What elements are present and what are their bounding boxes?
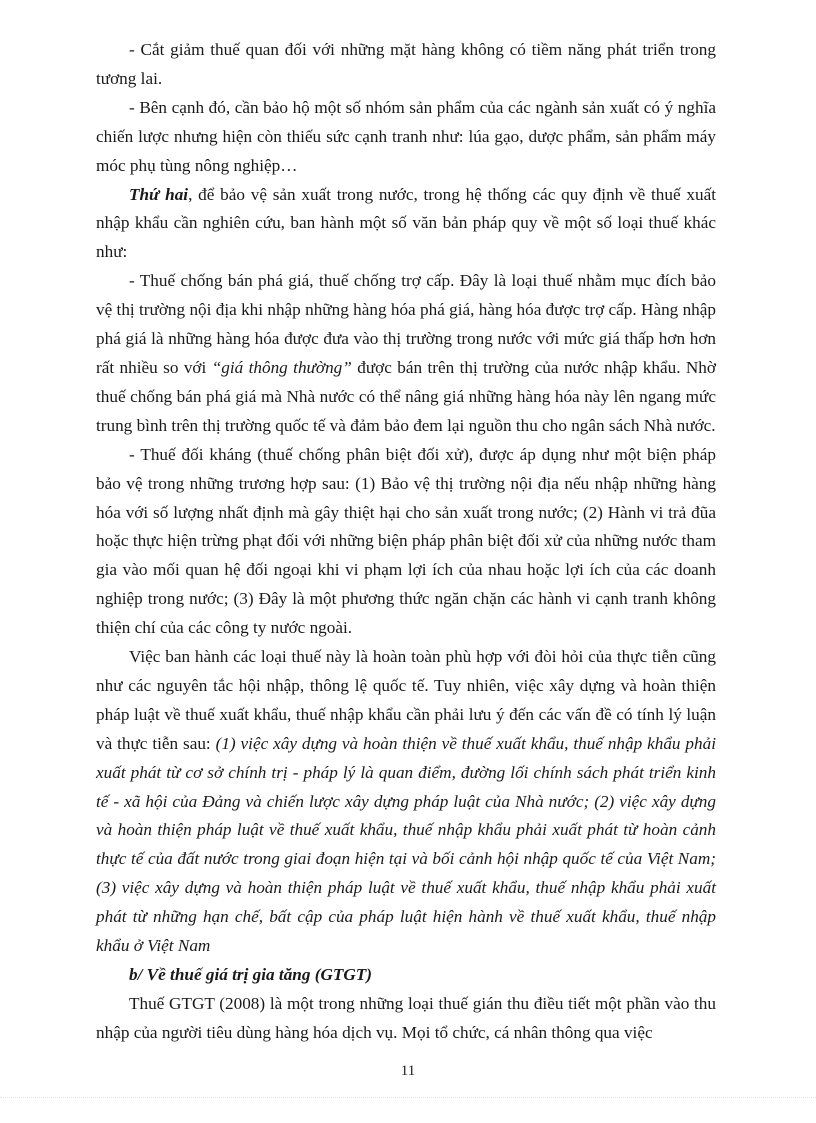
paragraph-countervailing (96, 441, 716, 643)
page-number: 11 (400, 1063, 416, 1079)
page-bottom-divider (0, 1097, 816, 1098)
heading-text: b/ Về thuế giá trị gia tăng (GTGT) (129, 965, 373, 984)
paragraph-text: - Bên cạnh đó, cần bảo hộ một số nhóm sản phẩm của các ngành sản xuất có ý nghĩa chiến lược nhưng hiện còn thiếu sức cạnh tranh như: lúa gạo, dược phẩm, sản phẩm máy móc phụ tùng nông nghiệp… (96, 97, 716, 175)
paragraph-anti-dumping (96, 267, 716, 440)
paragraph-text: - Thuế đối kháng (thuế chống phân biệt đối xử), được áp dụng như một biện pháp bảo vệ trong những trương hợp sau: (1) Bảo vệ thị trường nội địa nếu nhập những hàng hóa với số lượng nhất định mà gây thiệt hại cho sản xuất trong nước; (2) Hành vi trả đũa hoặc thực hiện trừng phạt đối với những biện pháp phân biệt đối xử của những nước tham gia vào mối quan hệ đối ngoại khi vi phạm lợi ích của nhau hoặc lợi ích của các doanh nghiệp trong nước; (3) Đây là một phương thức ngăn chặn các hành vi cạnh tranh không thiện chí của các công ty nước ngoài. (96, 444, 716, 638)
quoted-term: “giá thông thường” (211, 357, 352, 377)
paragraph-text: Thuế GTGT (2008) là một trong những loại thuế gián thu điều tiết một phần vào thu nhập của người tiêu dùng hàng hóa dịch vụ. Mọi tổ chức, cá nhân thông qua việc (96, 993, 716, 1042)
italic-list: (1) việc xây dựng và hoàn thiện về thuế xuất khẩu, thuế nhập khẩu phải xuất phát từ cơ sở chính trị - pháp lý là quan điểm, đường lối chính sách phát triển kinh tế - xã hội của Đảng và chiến lược xây dựng pháp luật của Nhà nước; (2) việc xây dựng và hoàn thiện pháp luật về thuế xuất khẩu, thuế nhập khẩu phải xuất phát từ hoàn cảnh thực tế của đất nước trong giai đoạn hiện tại và bối cảnh hội nhập quốc tế của Việt Nam; (3) việc xây dựng và hoàn thiện pháp luật về thuế xuất khẩu, thuế nhập khẩu phải xuất phát từ những hạn chế, bất cập của pháp luật hiện hành về thuế xuất khẩu, thuế nhập khẩu ở Việt Nam (96, 733, 716, 956)
paragraph-issuance (96, 643, 716, 961)
paragraph-text: Việc ban hành các loại thuế này là hoàn toàn phù hợp với đòi hỏi của thực tiễn cũng như các nguyên tắc hội nhập, thông lệ quốc tế. Tuy nhiên, việc xây dựng và hoàn thiện pháp luật về thuế xuất khẩu, thuế nhập khẩu cần phải lưu ý đến các vấn đề có tính lý luận và thực tiễn sau: (96, 647, 716, 753)
paragraph-text: , để bảo vệ sản xuất trong nước, trong hệ thống các quy định về thuế xuất nhập khẩu cần nghiên cứu, ban hành một số văn bản pháp quy về một số loại thuế khác như: (96, 184, 716, 262)
body-text (96, 36, 716, 1048)
paragraph-text: được bán trên thị trường của nước nhập khẩu. Nhờ thuế chống bán phá giá mà Nhà nước có thể nâng giá những hàng hóa này lên ngang mức trung bình trên thị trường quốc tế và đảm bảo đem lại nguồn thu cho ngân sách Nhà nước. (96, 357, 716, 435)
paragraph-protection (96, 94, 716, 181)
section-heading-vat (96, 961, 716, 990)
paragraph-second-point (96, 181, 716, 268)
paragraph-text: - Thuế chống bán phá giá, thuế chống trợ cấp. Đây là loại thuế nhằm mục đích bảo vệ thị trường nội địa khi nhập những hàng hóa phá giá, hàng hóa được trợ cấp. Hàng nhập phá giá là những hàng hóa được đưa vào thị trường trong nước với mức giá thấp hơn hơn rất nhiều so với (96, 271, 716, 377)
paragraph-text: - Cắt giảm thuế quan đối với những mặt hàng không có tiềm năng phát triển trong tương lai. (96, 40, 716, 88)
paragraph-vat-intro (96, 990, 716, 1048)
paragraph-tariff-cut (96, 36, 716, 94)
emphasis-lead: Thứ hai (129, 184, 189, 204)
